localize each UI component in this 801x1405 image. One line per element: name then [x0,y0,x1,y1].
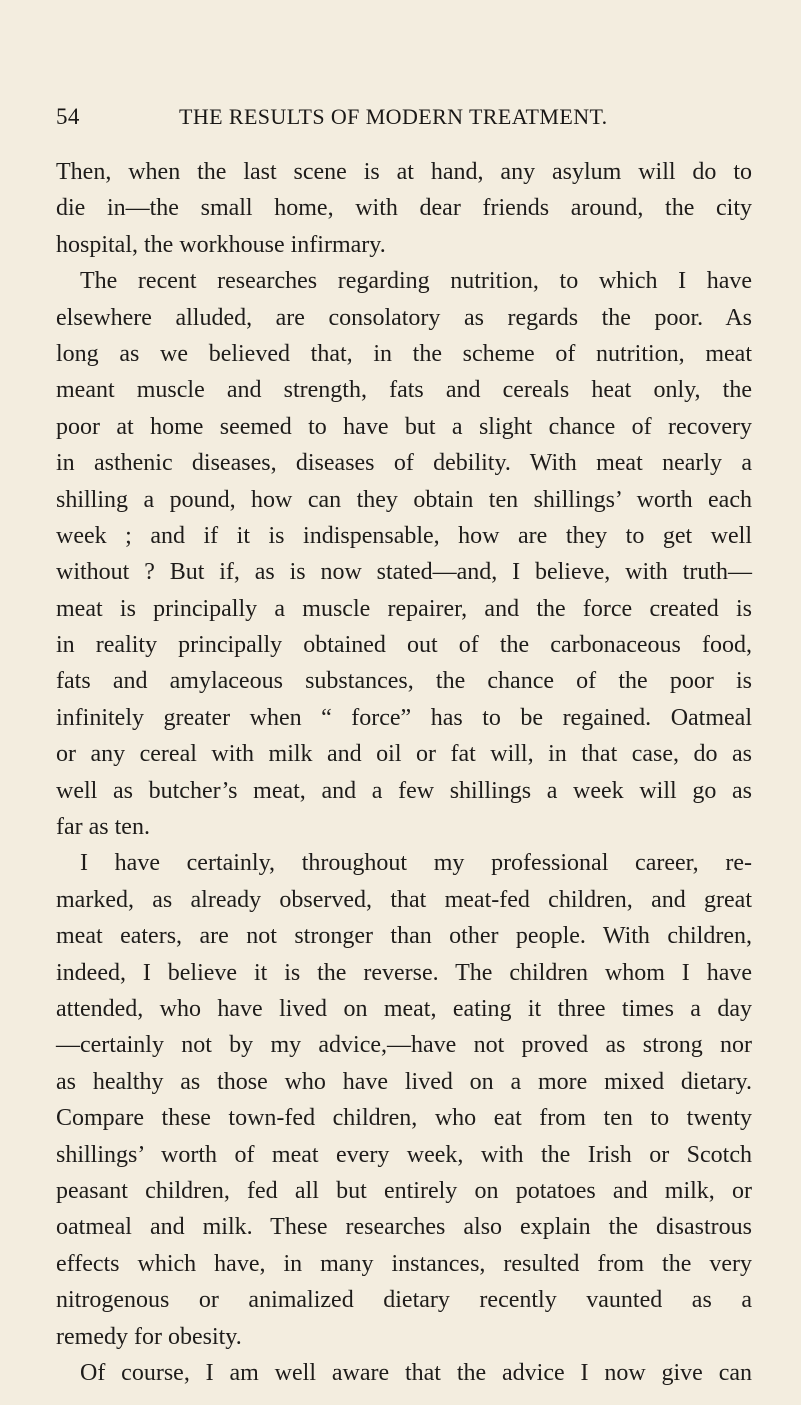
text-line: hospital, the workhouse infirmary. [56,231,386,258]
paragraph-3 [56,845,752,1354]
text-line: long as we believed that, in the scheme of nutrition, meat [56,340,752,367]
text-line: meat is principally a muscle repairer, and the force created is [56,595,752,622]
text-line: I have certainly, throughout my professional career, re- [80,850,752,877]
text-line: without ? But if, as is now stated—and, I believe, with truth— [56,559,752,586]
text-line: —certainly not by my advice,—have not proved as strong nor [56,1032,752,1059]
text-line: as healthy as those who have lived on a more mixed dietary. [56,1068,752,1095]
text-line: Compare these town-fed children, who eat from ten to twenty [56,1105,752,1132]
text-line: week ; and if it is indispensable, how are they to get well [56,522,752,549]
text-line: Of course, I am well aware that the advice I now give can [80,1359,752,1386]
text-line: meant muscle and strength, fats and cereals heat only, the [56,377,752,404]
body-text [56,154,752,1391]
text-line: shillings’ worth of meat every week, with the Irish or Scotch [56,1141,752,1168]
paragraph-2 [56,263,752,845]
running-title: THE RESULTS OF MODERN TREATMENT. [179,104,608,129]
text-line: The recent researches regarding nutrition, to which I have [80,268,752,295]
text-line: remedy for obesity. [56,1323,242,1350]
text-line: in reality principally obtained out of the carbonaceous food, [56,632,752,659]
text-line: shilling a pound, how can they obtain ten shillings’ worth each [56,486,752,513]
paragraph-4 [56,1355,752,1391]
text-line: marked, as already observed, that meat-fed children, and great [56,886,752,913]
text-line: effects which have, in many instances, resulted from the very [56,1250,752,1277]
text-line: peasant children, fed all but entirely on potatoes and milk, or [56,1177,752,1204]
text-line: in asthenic diseases, diseases of debility. With meat nearly a [56,450,752,477]
text-line: oatmeal and milk. These researches also explain the disastrous [56,1214,752,1241]
text-line: die in—the small home, with dear friends around, the city [56,195,752,222]
paragraph-1 [56,154,752,263]
text-line: attended, who have lived on meat, eating it three times a day [56,995,752,1022]
text-line: elsewhere alluded, are consolatory as regards the poor. As [56,304,752,331]
text-line: poor at home seemed to have but a slight chance of recovery [56,413,752,440]
text-line: indeed, I believe it is the reverse. The children whom I have [56,959,752,986]
text-line: infinitely greater when “ force” has to be regained. Oatmeal [56,704,752,731]
text-line: well as butcher’s meat, and a few shillings a week will go as [56,777,752,804]
text-line: nitrogenous or animalized dietary recently vaunted as a [56,1287,752,1314]
page-number: 54 [56,104,80,129]
text-line: Then, when the last scene is at hand, any asylum will do to [56,159,752,185]
text-line: far as ten. [56,814,150,841]
text-line: meat eaters, are not stronger than other people. With children, [56,923,752,950]
text-line: fats and amylaceous substances, the chance of the poor is [56,668,752,695]
page-header [56,104,756,138]
text-line: or any cereal with milk and oil or fat will, in that case, do as [56,741,752,768]
